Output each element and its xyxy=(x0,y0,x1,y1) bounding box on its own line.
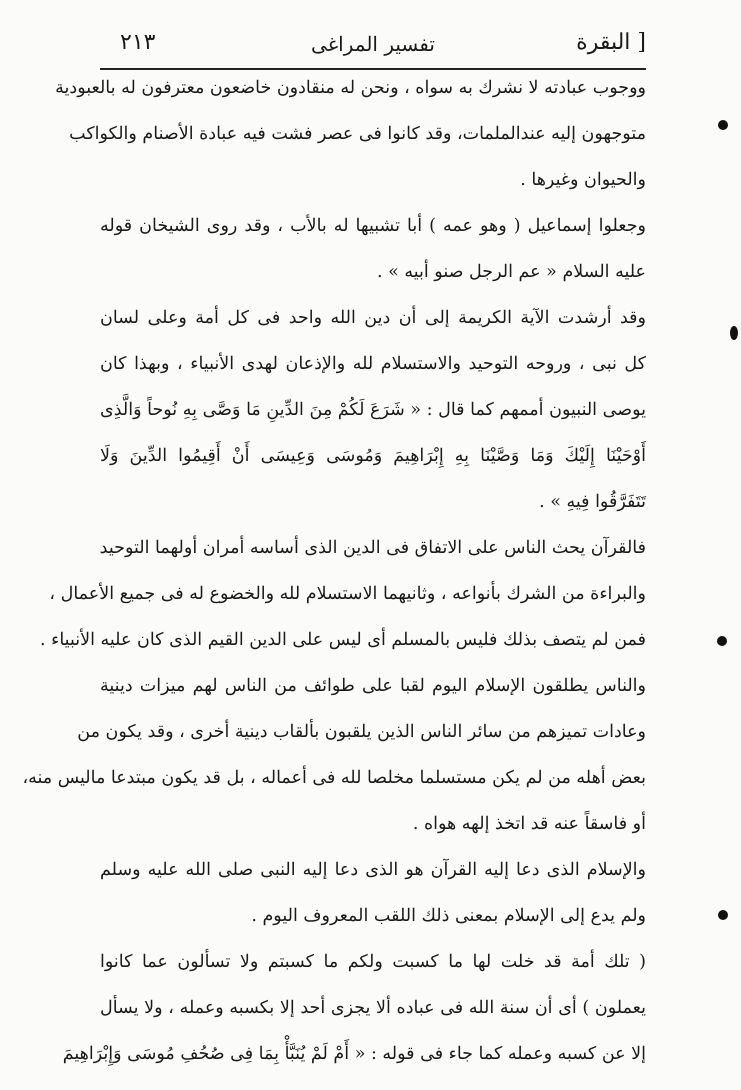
text-line: عليه السلام « عم الرجل صنو أبيه » . xyxy=(376,262,646,282)
paragraph xyxy=(100,216,646,283)
page-number: ٢١٣ xyxy=(120,30,156,55)
text-line: والناس يطلقون الإسلام اليوم لقبا على طوائف من الناس لهم ميزات دينية xyxy=(100,676,646,696)
text-line: أو فاسقاً عنه قد اتخذ إلهه هواه . xyxy=(412,814,646,834)
paragraph xyxy=(62,952,646,1065)
text-line: متوجهون إليه عندالملمات، وقد كانوا فى عصر فشت فيه عبادة الأصنام والكواكب xyxy=(69,124,646,144)
surah-name: البقرة ] xyxy=(576,30,646,55)
ink-blot xyxy=(730,326,738,340)
text-line: يعملون ) أى أن سنة الله فى عباده ألا يجزى أحد إلا بكسبه وعمله ، ولا يسأل xyxy=(100,998,646,1018)
text-line: ووجوب عبادته لا نشرك به سواه ، ونحن له منقادون خاضعون معترفون له بالعبودية xyxy=(55,78,646,98)
paragraph xyxy=(40,538,646,651)
book-title: تفسير المراغى xyxy=(311,32,435,56)
text-line: فالقرآن يحث الناس على الاتفاق فى الدين الذى أساسه أمران أولهما التوحيد xyxy=(99,538,646,558)
quran-verse-line: أَوْحَيْنَا إِلَيْكَ وَمَا وَصَّيْنَا بِهِ إِبْرَاهِيمَ وَمُوسَى وَعِيسَى أَنْ أَقِيمُوا الدِّينَ وَلَا xyxy=(100,446,646,466)
quran-verse-line: تَتَفَرَّقُوا فِيهِ » . xyxy=(539,492,646,512)
paragraph xyxy=(55,78,646,191)
page-header xyxy=(100,22,646,70)
paragraph xyxy=(100,308,646,513)
ink-blot xyxy=(717,636,727,646)
text-line: كل نبى ، وروحه التوحيد والاستسلام لله والإذعان لهدى الأنبياء ، وبهذا كان xyxy=(100,354,646,374)
text-line: ولم يدع إلى الإسلام بمعنى ذلك اللقب المعروف اليوم . xyxy=(251,906,646,926)
quran-verse-line: إلا عن كسبه وعمله كما جاء فى قوله : « أَمْ لَمْ يُنَبَّأْ بِمَا فِى صُحُفِ مُوسَى وَإِبْرَاهِيمَ xyxy=(62,1044,646,1064)
ink-blot xyxy=(718,120,728,130)
paragraph xyxy=(100,860,646,927)
text-line: وعادات تميزهم من سائر الناس الذين يلقبون بألقاب دينية أخرى ، وقد يكون من xyxy=(77,722,646,742)
text-line: والإسلام الذى دعا إليه القرآن هو الذى دعا إليه النبى صلى الله عليه وسلم xyxy=(100,860,647,880)
text-line: والبراءة من الشرك بأنواعه ، وثانيهما الاستسلام لله والخضوع له فى جميع الأعمال ، xyxy=(49,584,646,604)
paragraph xyxy=(22,676,646,835)
page-body xyxy=(22,78,647,1090)
text-line: وجعلوا إسماعيل ( وهو عمه ) أبا تشبيها له بالأب ، وقد روى الشيخان قوله xyxy=(100,216,646,236)
text-line: والحيوان وغيرها . xyxy=(520,170,646,190)
text-line: وقد أرشدت الآية الكريمة إلى أن دين الله واحد فى كل أمة وعلى لسان xyxy=(100,308,646,328)
quran-verse-line: يوصى النبيون أممهم كما قال : « شَرَعَ لَكُمْ مِنَ الدِّينِ مَا وَصَّى بِهِ نُوحاً وَالَّذِى xyxy=(100,400,646,420)
text-line: فمن لم يتصف بذلك فليس بالمسلم أى ليس على الدين القيم الذى كان عليه الأنبياء . xyxy=(40,630,646,650)
ink-blot xyxy=(718,910,728,920)
text-line: بعض أهله من لم يكن مستسلما مخلصا لله فى أعماله ، بل قد يكون مبتدعا ماليس منه، xyxy=(22,768,646,788)
text-line: ( تلك أمة قد خلت لها ما كسبت ولكم ما كسبتم ولا تسألون عما كانوا xyxy=(100,952,646,972)
